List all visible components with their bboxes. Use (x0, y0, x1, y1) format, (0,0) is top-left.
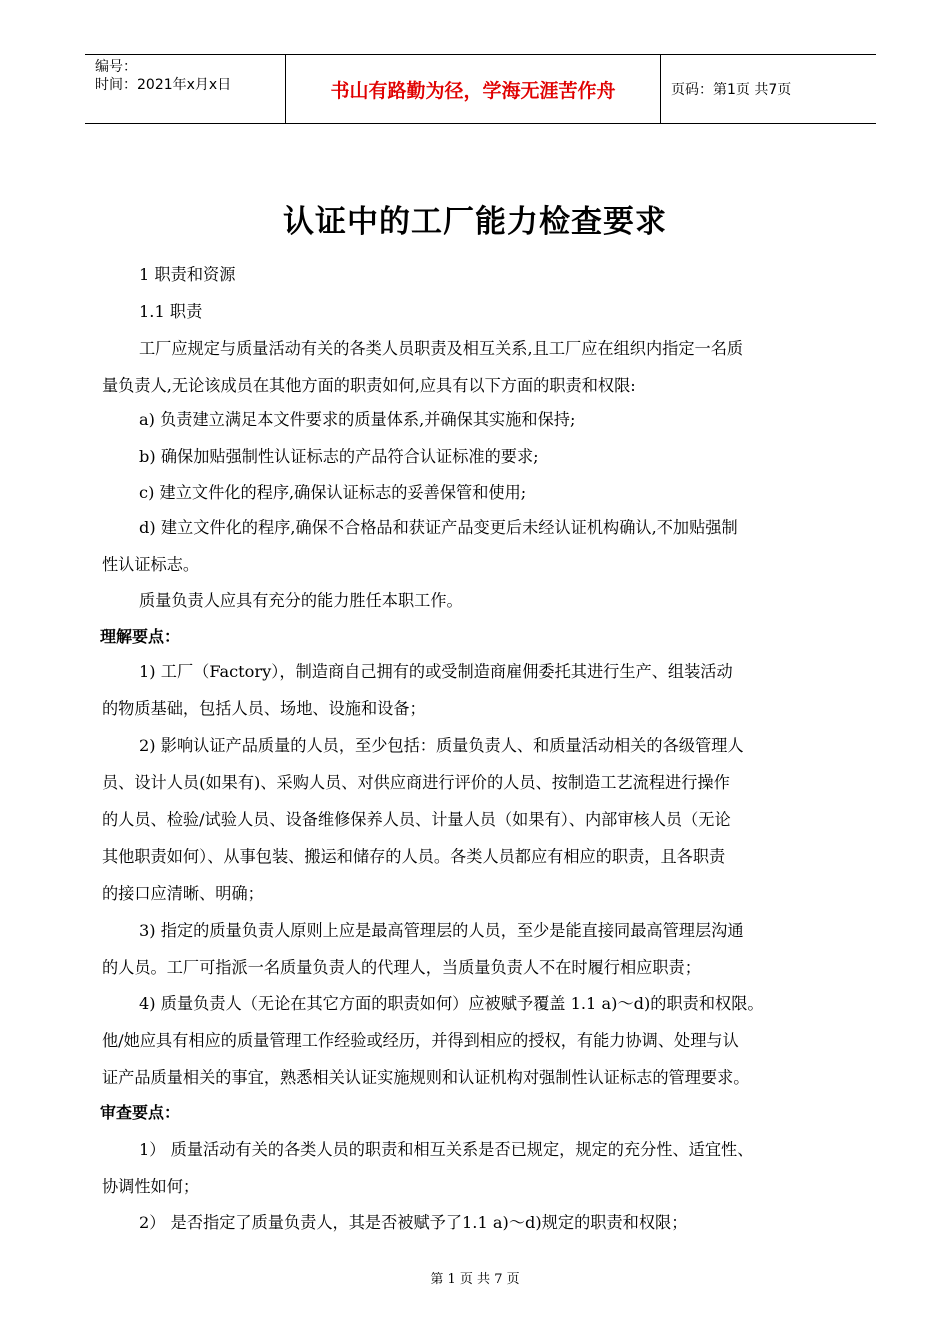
header-left-cell (85, 55, 286, 123)
paragraph-line: 证产品质量相关的事宜，熟悉相关认证实施规则和认证机构对强制性认证标志的管理要求。 (102, 1068, 750, 1087)
page-info: 页码：第1页 共7页 (671, 82, 792, 98)
list-item: a) 负责建立满足本文件要求的质量体系,并确保其实施和保持; (139, 410, 576, 429)
paragraph-line: 的物质基础，包括人员、场地、设施和设备； (102, 699, 426, 718)
motto: 书山有路勤为径，学海无涯苦作舟 (286, 55, 661, 123)
paragraph-line: 2） 是否指定了质量负责人，其是否被赋予了1.1 a)～d)规定的职责和权限； (139, 1213, 688, 1232)
section-heading: 1 职责和资源 (139, 265, 236, 284)
time-label: 时间：2021年x月x日 (95, 77, 232, 93)
paragraph-line: 质量负责人应具有充分的能力胜任本职工作。 (139, 591, 463, 610)
document-title: 认证中的工厂能力检查要求 (283, 204, 667, 240)
paragraph-line: 1） 质量活动有关的各类人员的职责和相互关系是否已规定，规定的充分性、适宜性、 (139, 1140, 754, 1159)
paragraph-line: 其他职责如何）、从事包装、搬运和储存的人员。各类人员都应有相应的职责，且各职责 (102, 847, 726, 866)
paragraph-line: 的人员。工厂可指派一名质量负责人的代理人，当质量负责人不在时履行相应职责； (102, 958, 701, 977)
list-item: d) 建立文件化的程序,确保不合格品和获证产品变更后未经认证机构确认,不加贴强制 (139, 518, 738, 537)
paragraph-line: 性认证标志。 (102, 555, 200, 574)
paragraph-line: 1) 工厂（Factory），制造商自己拥有的或受制造商雇佣委托其进行生产、组装活动 (139, 662, 733, 681)
paragraph-line: 的人员、检验/试验人员、设备维修保养人员、计量人员（如果有）、内部审核人员（无论 (102, 810, 731, 829)
paragraph-line: 工厂应规定与质量活动有关的各类人员职责及相互关系,且工厂应在组织内指定一名质 (139, 339, 744, 358)
paragraph-line: 他/她应具有相应的质量管理工作经验或经历，并得到相应的授权，有能力协调、处理与认 (102, 1031, 739, 1050)
paragraph-line: 量负责人,无论该成员在其他方面的职责如何,应具有以下方面的职责和权限: (102, 376, 636, 395)
header-table (85, 54, 876, 124)
subsection-heading: 1.1 职责 (139, 302, 203, 321)
paragraph-line: 协调性如何； (102, 1177, 200, 1196)
review-heading: 审查要点： (100, 1103, 181, 1122)
list-item: c) 建立文件化的程序,确保认证标志的妥善保管和使用; (139, 483, 527, 502)
list-item: b) 确保加贴强制性认证标志的产品符合认证标准的要求; (139, 447, 539, 466)
paragraph-line: 的接口应清晰、明确； (102, 884, 264, 903)
page-footer: 第 1 页 共 7 页 (430, 1272, 520, 1287)
paragraph-line: 3) 指定的质量负责人原则上应是最高管理层的人员，至少是能直接同最高管理层沟通 (139, 921, 744, 940)
paragraph-line: 4) 质量负责人（无论在其它方面的职责如何）应被赋予覆盖 1.1 a)～d)的职责和权限。 (139, 994, 764, 1013)
number-label: 编号： (95, 59, 137, 75)
understanding-heading: 理解要点： (100, 627, 181, 646)
paragraph-line: 2) 影响认证产品质量的人员，至少包括：质量负责人、和质量活动相关的各级管理人 (139, 736, 744, 755)
paragraph-line: 员、设计人员(如果有)、采购人员、对供应商进行评价的人员、按制造工艺流程进行操作 (102, 773, 730, 792)
